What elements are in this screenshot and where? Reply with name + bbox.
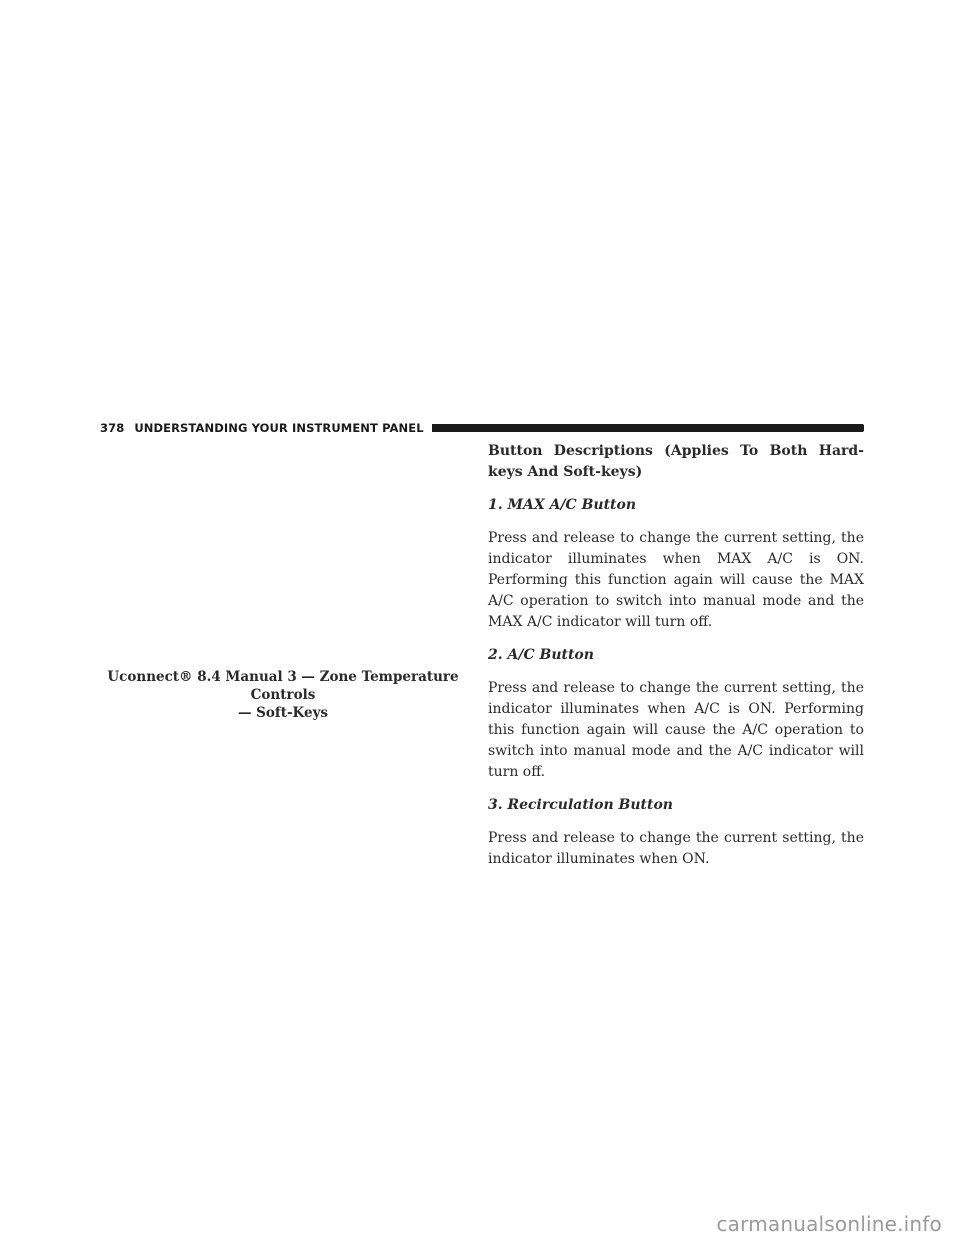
caption-line-2: — Soft-Keys — [237, 705, 329, 721]
watermark-link[interactable]: carmanualsonline.info — [716, 1212, 942, 1236]
page-number: 378 — [100, 421, 125, 435]
page-header — [100, 418, 864, 438]
content-column — [488, 441, 864, 882]
figure-caption — [96, 668, 470, 722]
item-body-max-ac: Press and release to change the current setting, the indicator illuminates when MAX A/C is ON. Performing this function again will cause the MAX A/C operation to switch into manual mode and the MAX A/C indicator will turn off. — [488, 530, 864, 630]
item-title-max-ac: 1. MAX A/C Button — [488, 497, 637, 513]
item-title-ac: 2. A/C Button — [488, 647, 594, 663]
section-title: UNDERSTANDING YOUR INSTRUMENT PANEL — [134, 421, 424, 435]
caption-line-1: Uconnect® 8.4 Manual 3 — Zone Temperature Controls — [107, 669, 459, 703]
section-heading: Button Descriptions (Applies To Both Hard-keys And Soft-keys) — [488, 443, 864, 480]
header-rule — [432, 424, 864, 432]
item-body-recirculation: Press and release to change the current setting, the indicator illuminates when ON. — [488, 830, 864, 867]
item-body-ac: Press and release to change the current setting, the indicator illuminates when A/C is ON. Performing this function again will cause the A/C operation to switch into manual mode and the A/C indicator will turn off. — [488, 680, 864, 780]
item-title-recirculation: 3. Recirculation Button — [488, 797, 673, 813]
